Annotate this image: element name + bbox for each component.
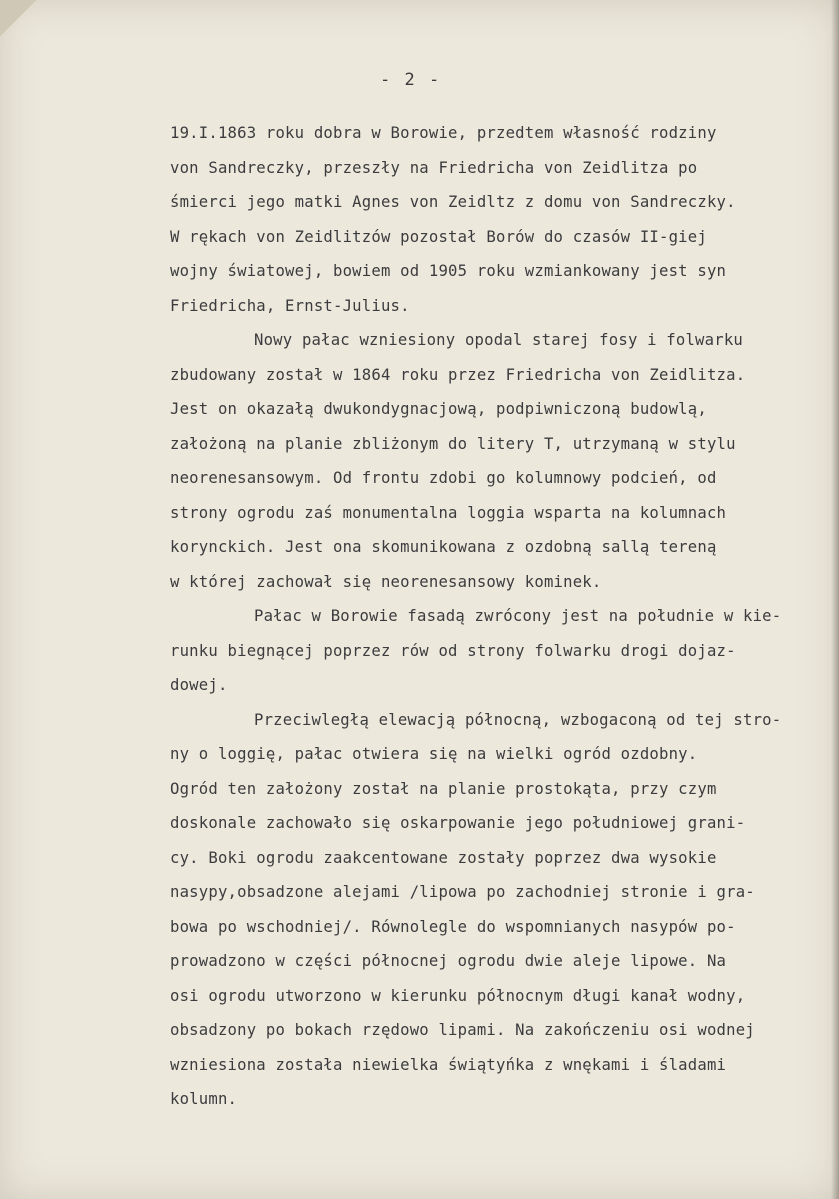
text-line: 19.I.1863 roku dobra w Borowie, przedtem własność rodziny xyxy=(170,124,717,142)
page-corner xyxy=(0,0,40,40)
page-number: - 2 - xyxy=(380,70,442,90)
body-text xyxy=(170,116,820,1117)
text-line: cy. Boki ogrodu zaakcentowane zostały poprzez dwa wysokie xyxy=(170,848,717,867)
text-line: Pałac w Borowie fasadą zwrócony jest na południe w kie- xyxy=(254,607,782,625)
text-line: wzniesiona została niewielka świątyńka z wnękami i śladami xyxy=(170,1055,727,1074)
text-line: założoną na planie zbliżonym do litery T, utrzymaną w stylu xyxy=(170,434,736,453)
text-line: śmierci jego matki Agnes von Zeidltz z domu von Sandreczky. xyxy=(170,193,736,211)
text-line: Przeciwległą elewacją północną, wzbogaconą od tej stro- xyxy=(254,710,782,729)
text-line: W rękach von Zeidlitzów pozostał Borów do czasów II-giej xyxy=(170,227,707,246)
text-line: Friedricha, Ernst-Julius. xyxy=(170,296,410,315)
text-line: strony ogrodu zaś monumentalna loggia wsparta na kolumnach xyxy=(170,503,727,522)
text-line: ny o loggię, pałac otwiera się na wielki ogród ozdobny. xyxy=(170,745,698,763)
text-line: doskonale zachowało się oskarpowanie jego południowej grani- xyxy=(170,814,746,832)
text-line: Nowy pałac wzniesiony opodal starej fosy i folwarku xyxy=(254,331,743,349)
text-line: von Sandreczky, przeszły na Friedricha von Zeidlitza po xyxy=(170,158,698,177)
text-line: Jest on okazałą dwukondygnacjową, podpiwniczoną budowlą, xyxy=(170,400,707,418)
text-line: dowej. xyxy=(170,676,228,694)
page-edge xyxy=(831,0,839,1199)
text-line: nasypy,obsadzone alejami /lipowa po zachodniej stronie i gra- xyxy=(170,883,755,901)
text-line: zbudowany został w 1864 roku przez Friedricha von Zeidlitza. xyxy=(170,365,746,384)
text-line: obsadzony po bokach rzędowo lipami. Na zakończeniu osi wodnej xyxy=(170,1021,755,1039)
text-line: prowadzono w części północnej ogrodu dwie aleje lipowe. Na xyxy=(170,952,727,970)
text-line: bowa po wschodniej/. Równolegle do wspomnianych nasypów po- xyxy=(170,917,736,936)
text-line: Ogród ten założony został na planie prostokąta, przy czym xyxy=(170,779,717,798)
text-line: neorenesansowym. Od frontu zdobi go kolumnowy podcień, od xyxy=(170,469,717,487)
text-line: kolumn. xyxy=(170,1090,238,1108)
text-line: osi ogrodu utworzono w kierunku północnym długi kanał wodny, xyxy=(170,986,746,1005)
text-line: korynckich. Jest ona skomunikowana z ozdobną sallą tereną xyxy=(170,538,717,556)
text-line: wojny światowej, bowiem od 1905 roku wzmiankowany jest syn xyxy=(170,262,727,280)
text-line: w której zachował się neorenesansowy kominek. xyxy=(170,572,602,591)
text-line: runku biegnącej poprzez rów od strony folwarku drogi dojaz- xyxy=(170,641,736,660)
